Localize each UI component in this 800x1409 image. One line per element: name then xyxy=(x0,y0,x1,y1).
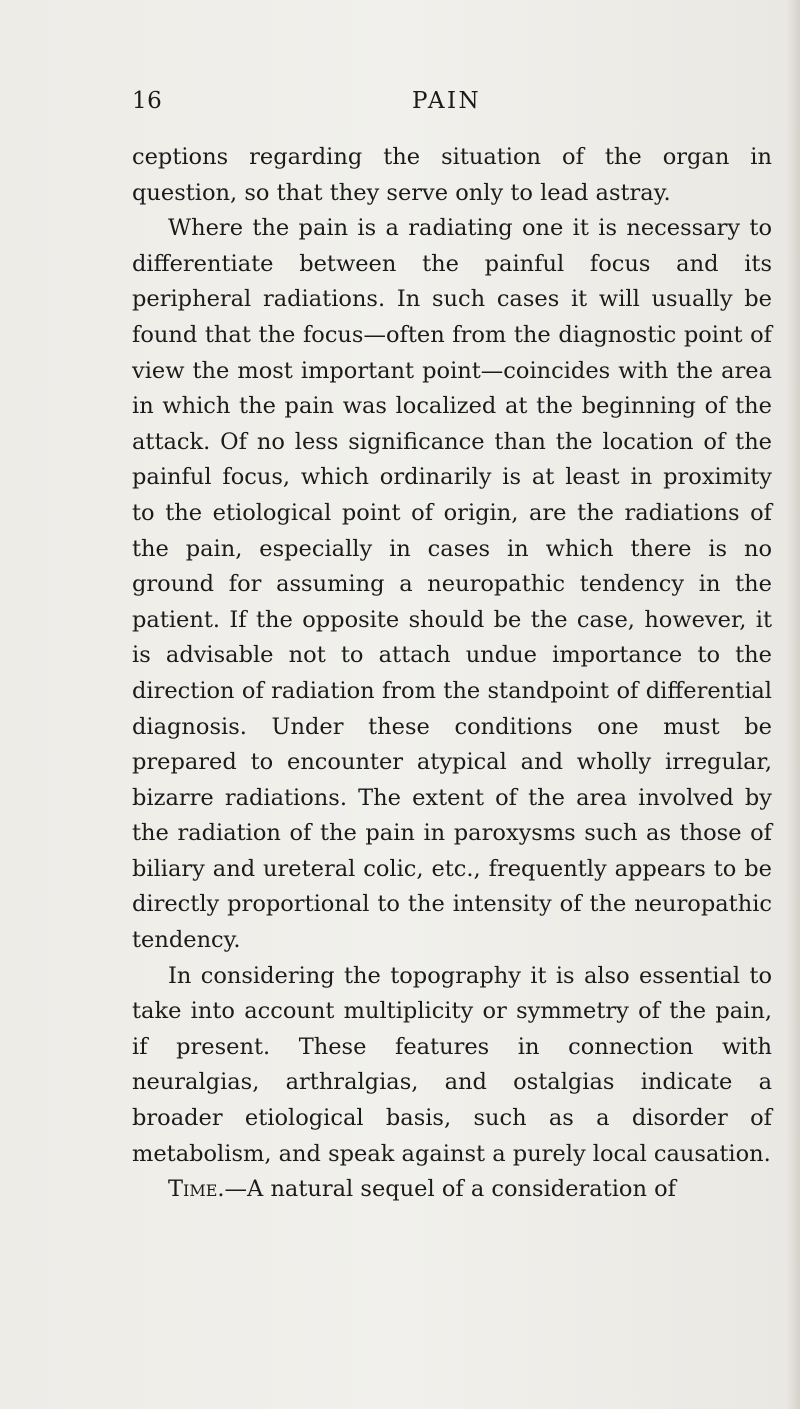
page-header xyxy=(132,88,768,120)
running-head: PAIN xyxy=(412,88,482,114)
body-text xyxy=(132,140,772,1208)
page-edge-shadow xyxy=(786,0,800,1409)
paragraph-topography: In considering the topography it is also essential to take into account multiplicity or symmetry of the pain, if present. These features in connection with neuralgias, arthralgias, and ostalgias indicate a broader etiological basis, such as a disorder of metabolism, and speak against a purely local causation. xyxy=(132,962,772,1167)
paragraph-radiating-pain: Where the pain is a radiating one it is necessary to differentiate between the painful focus and its peripheral radiations. In such cases it will usually be found that the focus—often from the diagnostic point of view the most important point—coincides with the area in which the pain was localized at the beginning of the attack. Of no less significance than the location of the painful focus, which ordinarily is at least in proximity to the etiological point of origin, are the radiations of the pain, especially in cases in which there is no ground for assuming a neuropathic tendency in the patient. If the opposite should be the case, however, it is advisable not to attach undue importance to the direction of radiation from the standpoint of differential diagnosis. Under these conditions one must be prepared to encounter atypical and wholly irregular, bizarre radiations. The extent of the area involved by the radiation of the pain in paroxysms such as those of biliary and ureteral colic, etc., frequently appears to be directly proportional to the intensity of the neuropathic tendency. xyxy=(132,215,772,954)
paragraph-continuation: ceptions regarding the situation of the organ in question, so that they serve only to lead astray. xyxy=(132,144,772,206)
page-number: 16 xyxy=(132,88,163,114)
paragraph-time-text: .—A natural sequel of a consideration of xyxy=(217,1176,676,1203)
paragraph-time xyxy=(132,1172,772,1208)
section-lead-time: Time xyxy=(168,1176,218,1203)
